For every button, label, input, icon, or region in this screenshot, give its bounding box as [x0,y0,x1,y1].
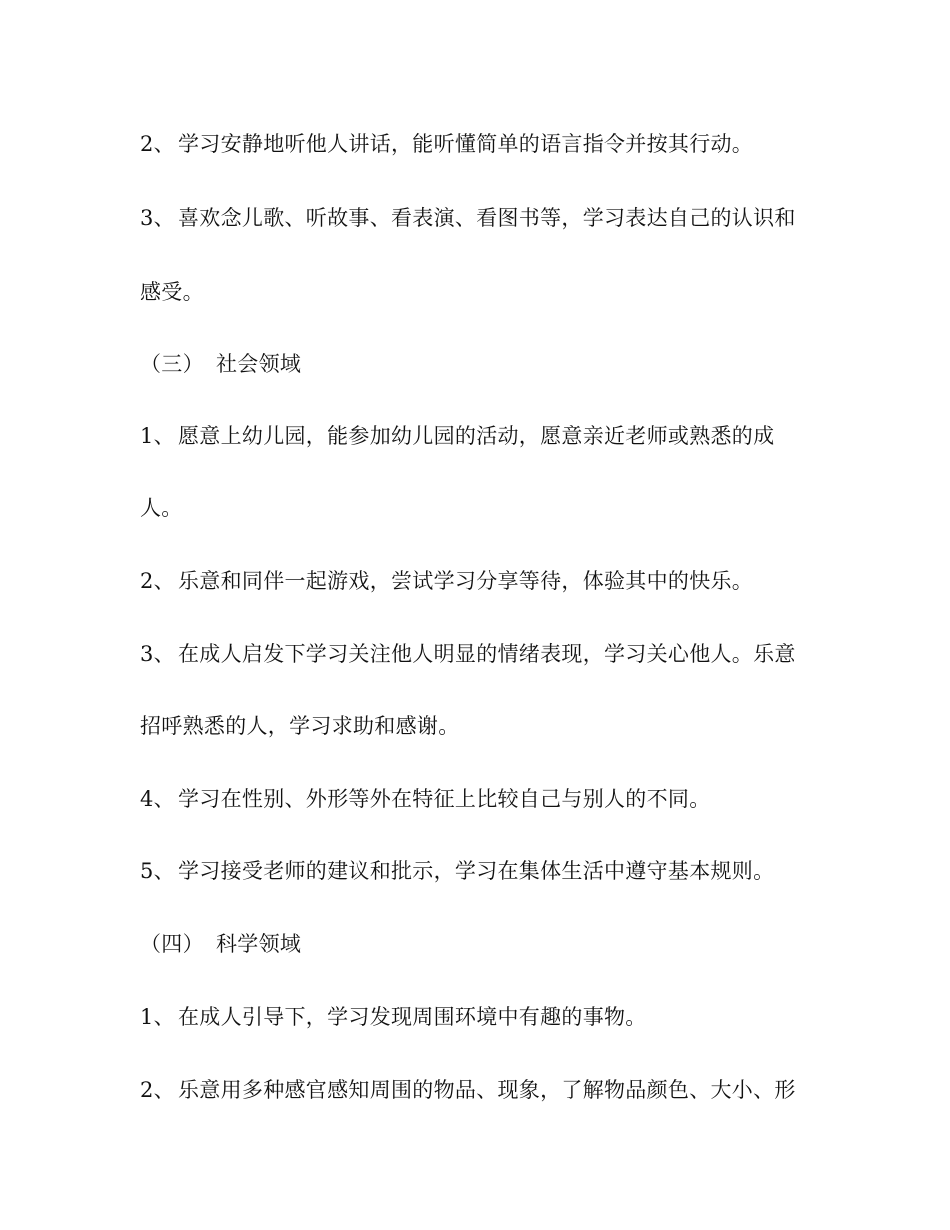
item-number: 2、 [140,132,175,156]
list-item [140,130,820,158]
item-text: 学习安静地听他人讲话，能听懂简单的语言指令并按其行动。 [178,132,754,156]
section-heading [140,930,820,958]
list-item [140,640,820,668]
item-text: 乐意用多种感官感知周围的物品、现象，了解物品颜色、大小、形 [178,1078,796,1102]
list-item [140,204,820,232]
item-text: 学习接受老师的建议和批示，学习在集体生活中遵守基本规则。 [178,859,775,883]
section-title: 社会领域 [216,352,302,376]
item-text: 学习在性别、外形等外在特征上比较自己与别人的不同。 [178,787,711,811]
item-text: 乐意和同伴一起游戏，尝试学习分享等待，体验其中的快乐。 [178,569,754,593]
list-item [140,857,820,885]
item-number: 1、 [140,1005,175,1029]
item-number: 2、 [140,569,175,593]
section-number: （四） [140,932,204,956]
list-item [140,567,820,595]
continuation-line [140,278,820,306]
item-number: 3、 [140,206,175,230]
item-number: 1、 [140,424,175,448]
list-item [140,785,820,813]
section-title: 科学领域 [216,932,302,956]
item-text: 喜欢念儿歌、听故事、看表演、看图书等，学习表达自己的认识和 [178,206,796,230]
list-item [140,1076,820,1104]
continuation-line [140,494,820,522]
item-text: 愿意上幼儿园，能参加幼儿园的活动，愿意亲近老师或熟悉的成 [178,424,775,448]
item-number: 4、 [140,787,175,811]
item-text: 人。 [140,496,183,520]
item-number: 5、 [140,859,175,883]
section-heading [140,350,820,378]
section-number: （三） [140,352,204,376]
list-item [140,1003,820,1031]
item-text: 感受。 [140,280,204,304]
item-text: 招呼熟悉的人，学习求助和感谢。 [140,714,460,738]
continuation-line [140,712,820,740]
item-text: 在成人引导下，学习发现周围环境中有趣的事物。 [178,1005,647,1029]
item-text: 在成人启发下学习关注他人明显的情绪表现，学习关心他人。乐意 [178,642,796,666]
item-number: 2、 [140,1078,175,1102]
item-number: 3、 [140,642,175,666]
list-item [140,422,820,450]
